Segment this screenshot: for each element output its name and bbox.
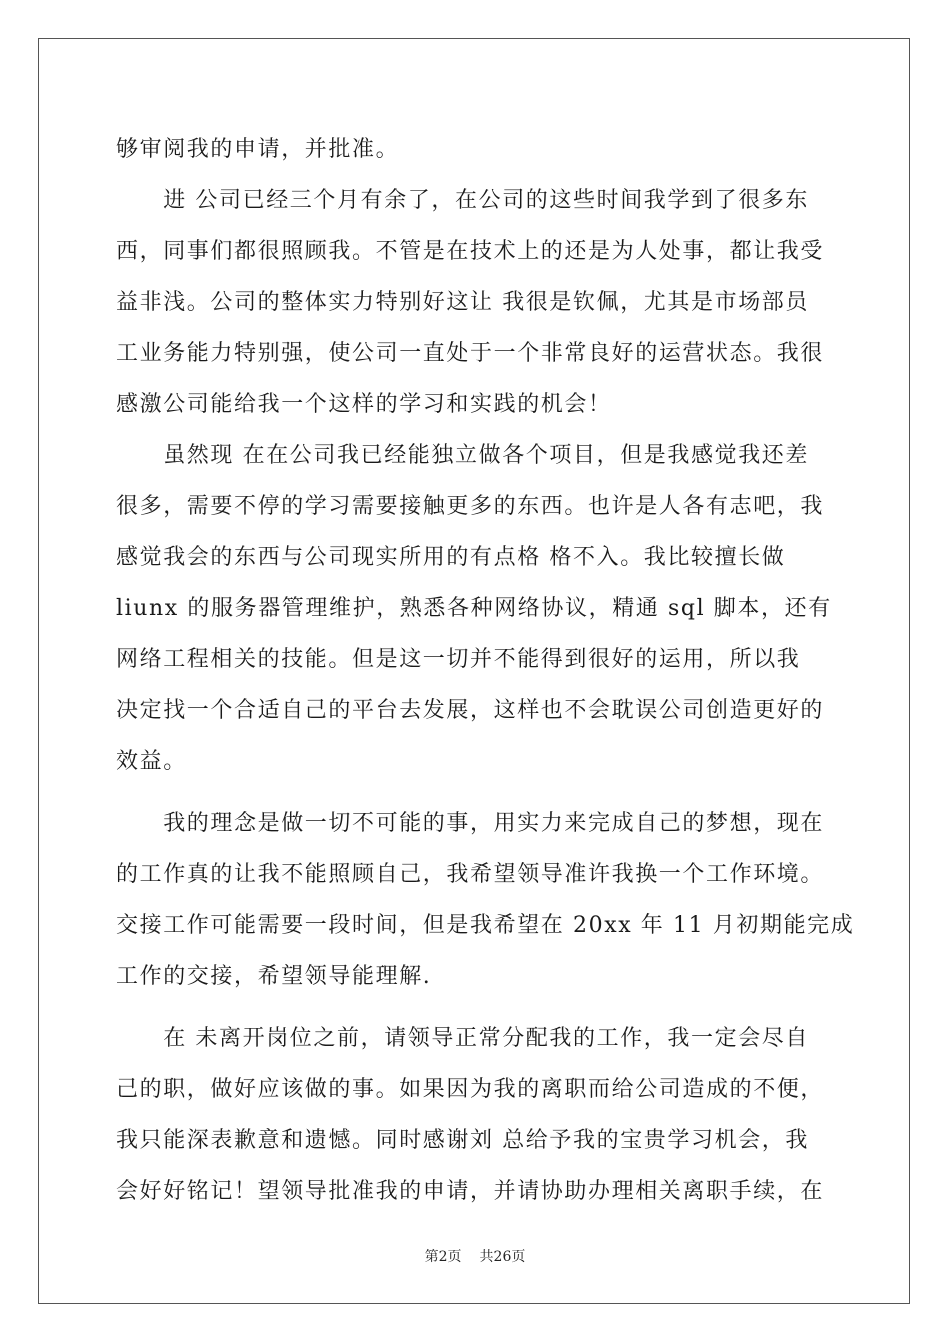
text-line: 虽然现 在在公司我已经能独立做各个项目，但是我感觉我还差 <box>116 443 809 468</box>
text-line: 够审阅我的申请，并批准。 <box>116 137 400 162</box>
text-line: 我只能深表歉意和遗憾。同时感谢刘 总给予我的宝贵学习机会，我 <box>116 1128 809 1153</box>
text-line: 在 未离开岗位之前，请领导正常分配我的工作，我一定会尽自 <box>116 1026 809 1051</box>
text-line: 交接工作可能需要一段时间，但是我希望在 20xx 年 11 月初期能完成 <box>116 913 855 938</box>
text-line: 很多，需要不停的学习需要接触更多的东西。也许是人各有志吧，我 <box>116 494 825 519</box>
text-line: 网络工程相关的技能。但是这一切并不能得到很好的运用，所以我 <box>116 647 801 672</box>
text-line: liunx 的服务器管理维护，熟悉各种网络协议，精通 sql 脚本，还有 <box>116 596 832 621</box>
text-line: 效益。 <box>116 749 187 774</box>
text-line: 己的职，做好应该做的事。如果因为我的离职而给公司造成的不便， <box>116 1077 825 1102</box>
text-line: 我的理念是做一切不可能的事，用实力来完成自己的梦想，现在 <box>116 811 825 836</box>
text-line: 益非浅。公司的整体实力特别好这让 我很是钦佩，尤其是市场部员 <box>116 290 809 315</box>
text-line: 的工作真的让我不能照顾自己，我希望领导准许我换一个工作环境。 <box>116 862 825 887</box>
text-line: 进 公司已经三个月有余了，在公司的这些时间我学到了很多东 <box>116 188 809 213</box>
page-total: 共26页 <box>479 1249 526 1265</box>
text-line: 工业务能力特别强，使公司一直处于一个非常良好的运营状态。我很 <box>116 341 825 366</box>
text-line: 决定找一个合适自己的平台去发展，这样也不会耽误公司创造更好的 <box>116 698 825 723</box>
text-line: 工作的交接，希望领导能理解. <box>116 964 432 989</box>
text-line: 感觉我会的东西与公司现实所用的有点格 格不入。我比较擅长做 <box>116 545 786 570</box>
page-number: 第2页 <box>424 1249 462 1265</box>
text-line: 会好好铭记！望领导批准我的申请，并请协助办理相关离职手续，在 <box>116 1179 825 1204</box>
text-line: 西，同事们都很照顾我。不管是在技术上的还是为人处事，都让我受 <box>116 239 825 264</box>
page-footer <box>0 1248 950 1266</box>
text-line: 感激公司能给我一个这样的学习和实践的机会！ <box>116 392 612 417</box>
